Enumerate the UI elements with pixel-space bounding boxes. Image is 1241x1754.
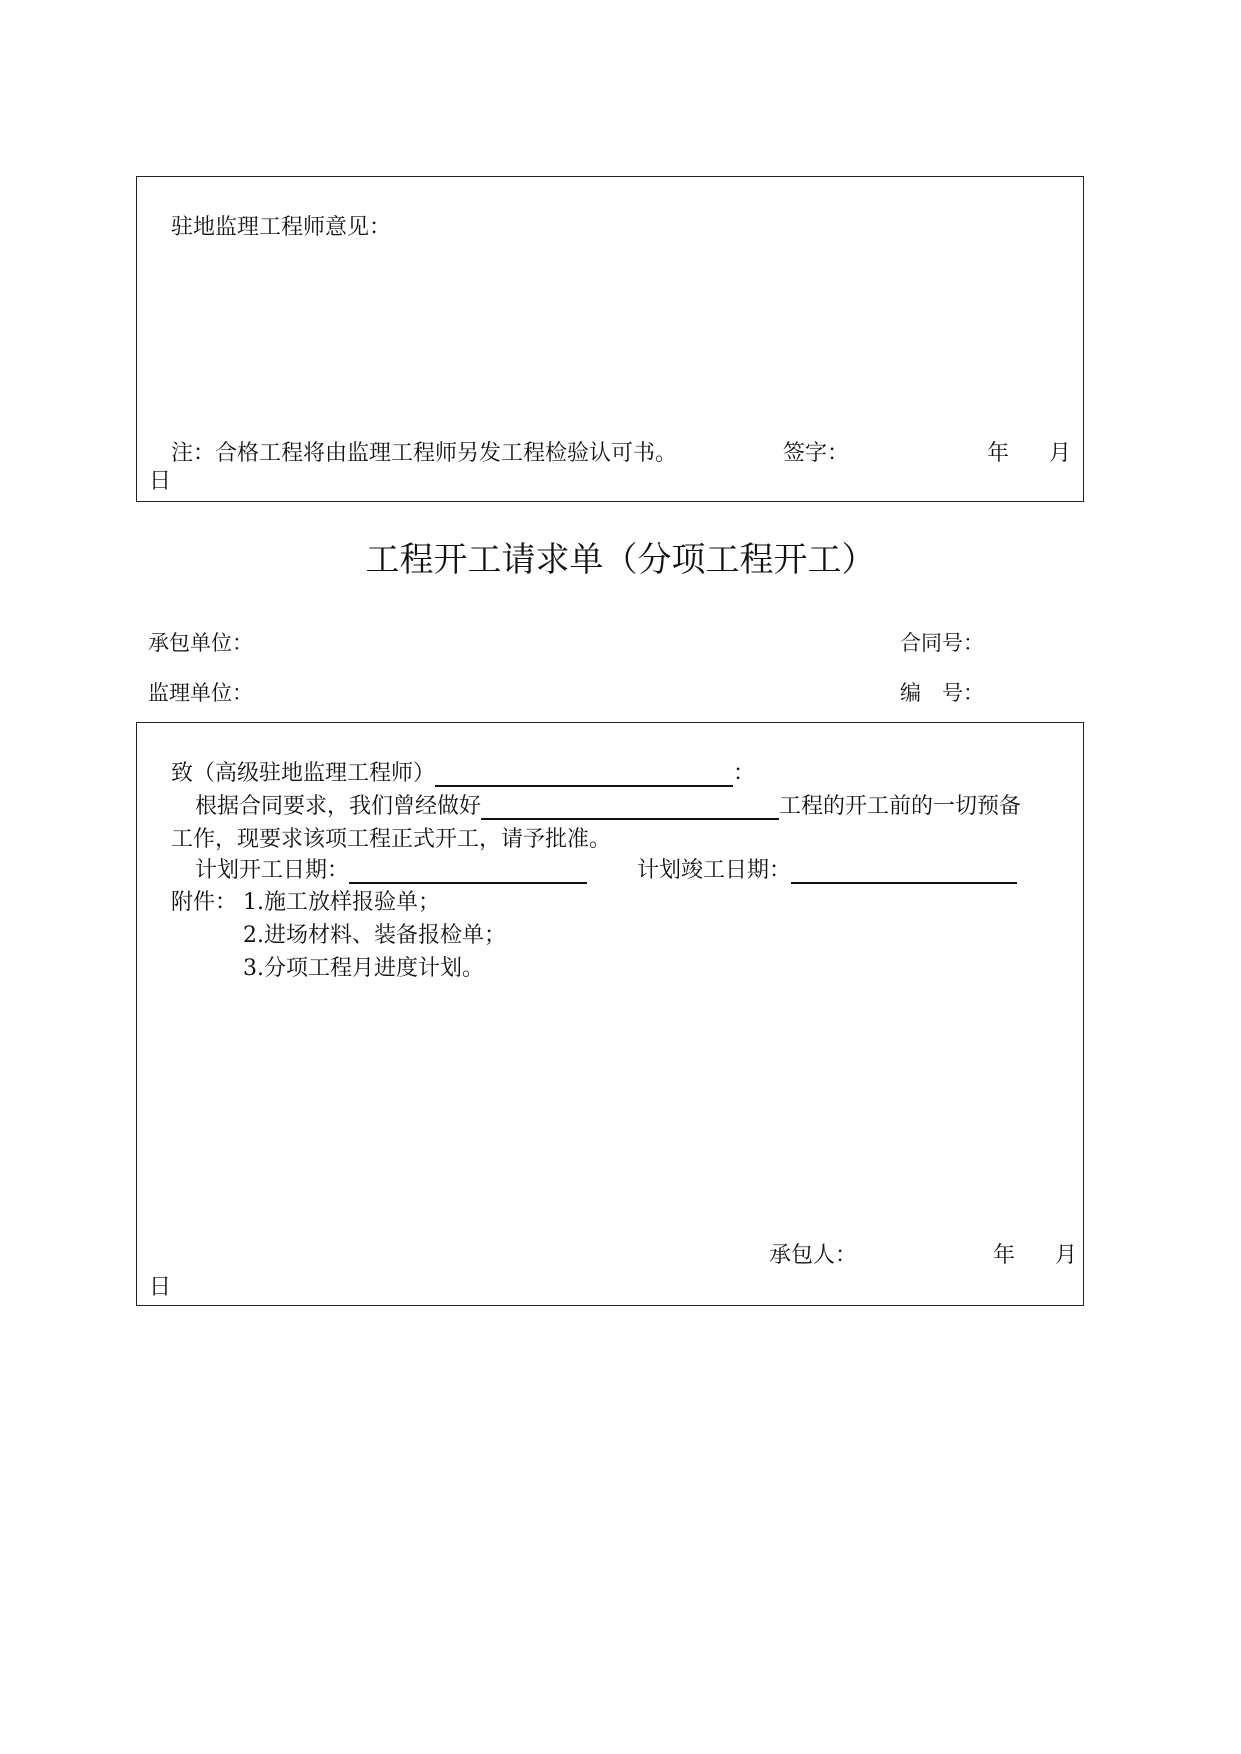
addressee-blank[interactable]	[435, 761, 733, 787]
addressee-suffix: ：	[733, 761, 756, 786]
request-body-prefix: 根据合同要求，我们曾经做好	[195, 794, 482, 819]
request-body-suffix: 工程的开工前的一切预备	[779, 794, 1022, 819]
contract-number-label: 合同号：	[900, 631, 984, 655]
year-label: 年	[993, 1243, 1016, 1268]
planned-end-line	[637, 858, 1017, 884]
supervision-unit-label: 监理单位：	[148, 681, 253, 705]
addressee-line	[171, 761, 755, 787]
engineer-opinion-box	[136, 176, 1084, 502]
request-body-line	[195, 794, 1021, 820]
addressee-prefix: 致（高级驻地监理工程师）	[171, 761, 436, 786]
attachment-item: 1.施工放样报验单；	[243, 890, 440, 915]
serial-number-label: 编 号：	[900, 681, 984, 705]
attachment-item: 3.分项工程月进度计划。	[243, 956, 484, 981]
attachment-item: 2.进场材料、装备报检单；	[243, 923, 506, 948]
planned-start-label: 计划开工日期：	[195, 858, 350, 883]
start-request-box	[136, 722, 1084, 1306]
planned-start-blank[interactable]	[349, 858, 587, 884]
inspection-note: 注：合格工程将由监理工程师另发工程检验认可书。	[171, 441, 678, 466]
attachments-label: 附件：	[171, 890, 238, 915]
day-label: 日	[149, 469, 172, 494]
request-body-line-2: 工作，现要求该项工程正式开工，请予批准。	[171, 827, 612, 852]
year-label: 年	[987, 441, 1010, 466]
page-title: 工程开工请求单（分项工程开工）	[365, 540, 876, 580]
planned-dates-line	[195, 858, 587, 884]
sign-label: 签字：	[783, 441, 850, 466]
project-name-blank[interactable]	[481, 794, 779, 820]
engineer-opinion-label: 驻地监理工程师意见：	[171, 215, 392, 240]
month-label: 月	[1055, 1243, 1078, 1268]
planned-end-blank[interactable]	[791, 858, 1017, 884]
planned-end-label: 计划竣工日期：	[637, 858, 792, 883]
contractor-unit-label: 承包单位：	[148, 631, 253, 655]
day-label: 日	[149, 1275, 172, 1300]
contractor-sign-label: 承包人：	[769, 1243, 858, 1268]
month-label: 月	[1049, 441, 1072, 466]
